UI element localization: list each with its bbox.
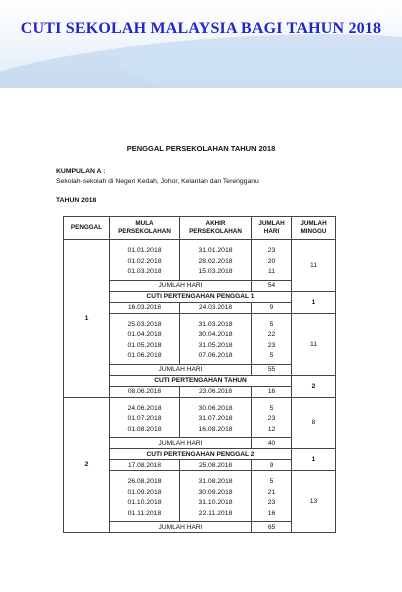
hari-block: 23 20 11: [252, 240, 292, 281]
col-header-hari: JUMLAH HARI: [252, 217, 292, 240]
weeks-cell: 1: [292, 449, 336, 471]
page-title: CUTI SEKOLAH MALAYSIA BAGI TAHUN 2018: [20, 20, 382, 37]
mula-block: 01.01.2018 01.02.2018 01.03.2018: [110, 240, 180, 281]
group-description: Sekolah-sekolah di Negeri Kedah, Johor, Kelantan dan Terengganu: [56, 178, 259, 185]
total-label: JUMLAH HARI: [110, 364, 252, 375]
akhir-block: 30.06.2018 31.07.2018 16.08.2018: [180, 397, 252, 438]
table-row: [64, 397, 336, 438]
akhir-block: 31.01.2018 28.02.2018 15.03.2018: [180, 240, 252, 281]
weeks-cell: 11: [292, 240, 336, 292]
penggal-cell: 1: [64, 240, 110, 398]
total-value: 65: [252, 522, 292, 533]
table-header-row: [64, 217, 336, 240]
break-hari: 9: [252, 302, 292, 313]
col-header-minggu: JUMLAH MINGGU: [292, 217, 336, 240]
break-label: CUTI PERTENGAHAN PENGGAL 1: [110, 291, 292, 302]
break-mula: 08.06.2018: [110, 386, 180, 397]
weeks-cell: 13: [292, 471, 336, 533]
akhir-block: 31.08.2018 30.09.2018 31.10.2018 22.11.2018: [180, 471, 252, 522]
mula-block: 25.03.2018 01.04.2018 01.05.2018 01.06.2018: [110, 313, 180, 364]
mula-block: 26.08.2018 01.09.2018 01.10.2018 01.11.2018: [110, 471, 180, 522]
total-value: 55: [252, 364, 292, 375]
break-hari: 9: [252, 460, 292, 471]
year-label: TAHUN 2018: [56, 197, 97, 204]
total-label: JUMLAH HARI: [110, 280, 252, 291]
document: [56, 144, 346, 204]
break-mula: 17.08.2018: [110, 460, 180, 471]
weeks-cell: 11: [292, 313, 336, 375]
total-label: JUMLAH HARI: [110, 522, 252, 533]
break-akhir: 23.06.2018: [180, 386, 252, 397]
document-title: PENGGAL PERSEKOLAHAN TAHUN 2018: [126, 144, 276, 153]
group-label: KUMPULAN A :: [56, 168, 106, 175]
col-header-penggal: PENGGAL: [64, 217, 110, 240]
break-mula: 16.03.2018: [110, 302, 180, 313]
hari-block: 5 21 23 16: [252, 471, 292, 522]
total-value: 54: [252, 280, 292, 291]
break-hari: 16: [252, 386, 292, 397]
table-row: [64, 240, 336, 281]
break-akhir: 24.03.2018: [180, 302, 252, 313]
col-header-mula: MULA PERSEKOLAHAN: [110, 217, 180, 240]
term-table: [63, 216, 336, 533]
break-label: CUTI PERTENGAHAN PENGGAL 2: [110, 449, 292, 460]
break-label: CUTI PERTENGAHAN TAHUN: [110, 375, 292, 386]
mula-block: 24.06.2018 01.07.2018 01.08.2018: [110, 397, 180, 438]
weeks-cell: 1: [292, 291, 336, 313]
weeks-cell: 8: [292, 397, 336, 449]
hari-block: 5 23 12: [252, 397, 292, 438]
akhir-block: 31.03.2018 30.04.2018 31.05.2018 07.06.2018: [180, 313, 252, 364]
hari-block: 5 22 23 5: [252, 313, 292, 364]
total-value: 40: [252, 438, 292, 449]
header-banner: [0, 0, 402, 88]
weeks-cell: 2: [292, 375, 336, 397]
total-label: JUMLAH HARI: [110, 438, 252, 449]
break-akhir: 25.08.2018: [180, 460, 252, 471]
penggal-cell: 2: [64, 397, 110, 533]
col-header-akhir: AKHIR PERSEKOLAHAN: [180, 217, 252, 240]
group-info: [56, 167, 346, 187]
